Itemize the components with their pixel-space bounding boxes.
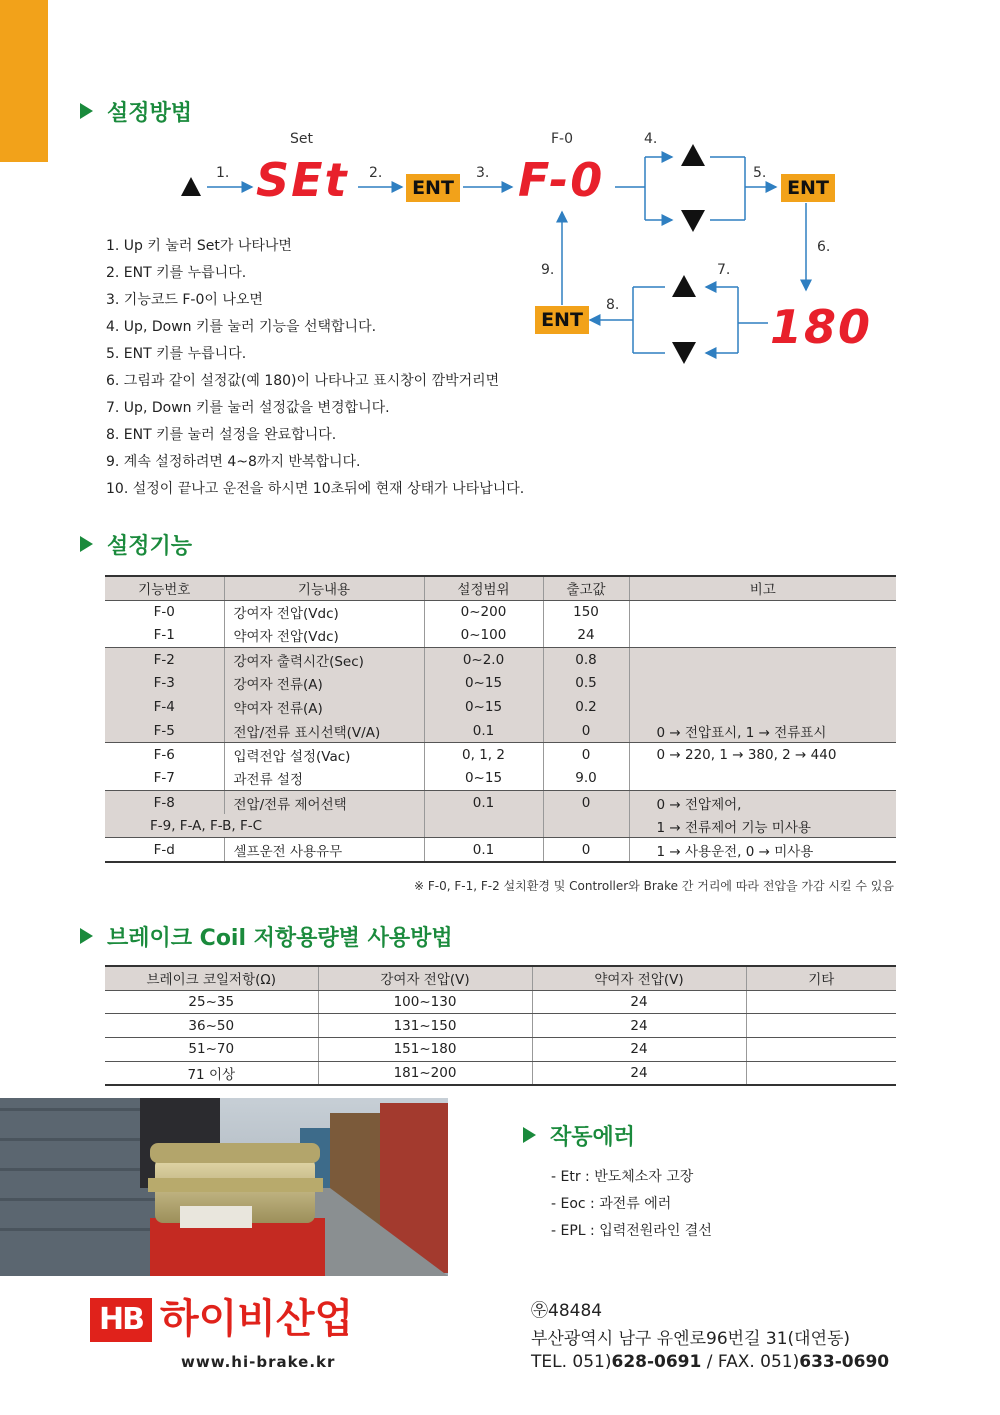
cell-weak-voltage: 24 [532,1038,746,1062]
company-address: 부산광역시 남구 유엔로96번길 31(대연동) [531,1329,851,1349]
up-key-icon [672,275,696,297]
down-key-icon [681,210,705,232]
cell-code: F-1 [105,624,224,648]
cell-range: 0~200 [424,600,543,624]
step-label-2: 2. [369,165,383,181]
cell-note: 0 → 전압표시, 1 → 전류표시 [629,719,896,743]
error-item-eoc: - Eoc : 과전류 에러 [551,1196,672,1212]
step-label-8: 8. [606,297,620,313]
cell-code: F-3 [105,671,224,695]
functions-footnote: ※ F-0, F-1, F-2 설치환경 및 Controller와 Brake 간 거리에 따라 전압을 가감 시킬 수 있음 [414,879,894,893]
list-item: 5. ENT 키를 누릅니다. [106,346,247,362]
down-key-icon [672,342,696,364]
cell-range: 0~15 [424,767,543,791]
step-label-3: 3. [476,165,490,181]
cell-default: 0.5 [543,671,629,695]
functions-table [105,575,896,863]
cell-weak-voltage: 24 [532,990,746,1014]
step-label-6: 6. [817,239,831,255]
cell-note [629,648,896,672]
table-row [105,695,896,719]
cell-desc: 입력전압 설정(Vac) [224,743,424,767]
errors-section-title: 작동에러 [523,1120,635,1151]
cell-resistance: 51~70 [105,1038,318,1062]
cell-note [629,671,896,695]
cell-note: 1 → 전류제어 기능 미사용 [629,814,896,838]
cell-resistance: 25~35 [105,990,318,1014]
cell-default: 0.8 [543,648,629,672]
table-row [105,814,896,838]
cell-code: F-7 [105,767,224,791]
table-header-row [105,576,896,600]
step-label-9: 9. [541,262,555,278]
cell-weak-voltage: 24 [532,1014,746,1038]
cell-range: 0~2.0 [424,648,543,672]
section-triangle-icon [80,928,93,944]
ent-key-1: ENT [406,174,460,202]
cell-range: 0.1 [424,719,543,743]
table-row [105,1014,896,1038]
cell-default: 9.0 [543,767,629,791]
cell-strong-voltage: 151~180 [318,1038,532,1062]
company-url[interactable]: www.hi-brake.kr [181,1353,336,1371]
cell-note [629,767,896,791]
cell-default: 150 [543,600,629,624]
table-header-row [105,966,896,990]
cell-desc: 전압/전류 표시선택(V/A) [224,719,424,743]
cell-range: 0, 1, 2 [424,743,543,767]
list-item: 4. Up, Down 키를 눌러 기능을 선택합니다. [106,319,377,335]
up-key-icon [681,144,705,166]
setup-steps-list [106,236,524,506]
cell-code: F-2 [105,648,224,672]
cell-range: 0.1 [424,838,543,862]
cell-strong-voltage: 131~150 [318,1014,532,1038]
fax-number: 633-0690 [799,1352,890,1372]
cell-range: 0~15 [424,695,543,719]
col-header: 기타 [746,966,896,990]
cell-note [629,600,896,624]
brake-product-photo [0,1098,448,1276]
table-row [105,1061,896,1085]
error-item-epl: - EPL : 입력전원라인 결선 [551,1223,712,1239]
col-header: 설정범위 [424,576,543,600]
step-label-5: 5. [753,165,767,181]
cell-note [629,695,896,719]
cell-etc [746,990,896,1014]
cell-etc [746,1038,896,1062]
cell-default: 0 [543,790,629,814]
cell-strong-voltage: 181~200 [318,1061,532,1085]
cell-weak-voltage: 24 [532,1061,746,1085]
col-header: 기능번호 [105,576,224,600]
list-item: 7. Up, Down 키를 눌러 설정값을 변경합니다. [106,400,390,416]
col-header: 약여자 전압(V) [532,966,746,990]
table-row [105,790,896,814]
cell-desc: 강여자 출력시간(Sec) [224,648,424,672]
coil-section-title: 브레이크 Coil 저항용량별 사용방법 [80,921,453,952]
col-header: 출고값 [543,576,629,600]
cell-note: 0 → 220, 1 → 380, 2 → 440 [656,746,837,763]
cell-note [629,624,896,648]
label-set: Set [290,131,313,147]
section-triangle-icon [80,536,93,552]
list-item: 1. Up 키 눌러 Set가 나타나면 [106,238,292,254]
cell-desc: 전압/전류 제어선택 [224,790,424,814]
setup-section-title: 설정방법 [80,96,192,127]
step-label-1: 1. [216,165,230,181]
table-row [105,624,896,648]
table-row [105,671,896,695]
col-header: 브레이크 코일저항(Ω) [105,966,318,990]
cell-default: 0.2 [543,695,629,719]
col-header: 비고 [629,576,896,600]
cell-desc: 셀프운전 사용유무 [224,838,424,862]
table-row [105,648,896,672]
ent-key-2: ENT [781,174,835,202]
cell-note: 1 → 사용운전, 0 → 미사용 [629,838,896,862]
table-row [105,600,896,624]
cell-desc: 약여자 전압(Vdc) [224,624,424,648]
cell-default [543,814,629,838]
cell-etc [746,1014,896,1038]
cell-range: 0~15 [424,671,543,695]
step-label-7: 7. [717,262,731,278]
col-header: 기능내용 [224,576,424,600]
cell-desc: 강여자 전압(Vdc) [224,600,424,624]
cell-code: F-0 [105,600,224,624]
list-item: 10. 설정이 끝나고 운전을 하시면 10초뒤에 현재 상태가 나타납니다. [106,481,525,497]
cell-range [424,814,543,838]
cell-code: F-6 [105,743,224,767]
company-contact: TEL. 051)628-0691 / FAX. 051)633-0690 [531,1352,890,1372]
company-postal: ㉾48484 [531,1301,603,1321]
cell-code: F-8 [105,790,224,814]
up-key-icon [181,177,201,196]
cell-desc: 과전류 설정 [224,767,424,791]
cell-resistance: 71 이상 [105,1061,318,1085]
cell-etc [746,1061,896,1085]
table-row [105,838,896,862]
cell-default: 0 [543,743,629,767]
cell-range: 0.1 [424,790,543,814]
cell-range: 0~100 [424,624,543,648]
functions-section-title: 설정기능 [80,529,192,560]
table-row [105,743,896,767]
list-item: 6. 그림과 같이 설정값(예 180)이 나타나고 표시창이 깜박거리면 [106,373,500,389]
cell-default: 24 [543,624,629,648]
table-row [105,990,896,1014]
table-row [105,767,896,791]
list-item: 8. ENT 키를 눌러 설정을 완료합니다. [106,427,337,443]
tel-number: 628-0691 [611,1352,702,1372]
cell-desc: 약여자 전류(A) [224,695,424,719]
label-f0: F-0 [551,131,574,147]
cell-note: 0 → 전압제어, [629,790,896,814]
cell-code: F-9, F-A, F-B, F-C [105,814,424,838]
company-logo-mark: HB [90,1298,152,1342]
list-item: 3. 기능코드 F-0이 나오면 [106,292,263,308]
col-header: 강여자 전압(V) [318,966,532,990]
step-label-4: 4. [644,131,658,147]
section-triangle-icon [523,1127,536,1143]
display-180: 180 [770,300,873,354]
cell-default: 0 [543,719,629,743]
list-item: 9. 계속 설정하려면 4~8까지 반복합니다. [106,454,361,470]
cell-default: 0 [543,838,629,862]
cell-code: F-5 [105,719,224,743]
table-row [105,1038,896,1062]
company-name: 하이비산업 [160,1296,354,1342]
cell-code: F-4 [105,695,224,719]
cell-strong-voltage: 100~130 [318,990,532,1014]
error-item-etr: - Etr : 반도체소자 고장 [551,1169,694,1185]
cell-resistance: 36~50 [105,1014,318,1038]
cell-desc: 강여자 전류(A) [224,671,424,695]
display-f0: F-0 [518,153,605,207]
cell-code: F-d [105,838,224,862]
coil-table [105,965,896,1086]
ent-key-3: ENT [535,306,589,334]
display-set: SEt [256,153,349,207]
list-item: 2. ENT 키를 누릅니다. [106,265,247,281]
table-row [105,719,896,743]
